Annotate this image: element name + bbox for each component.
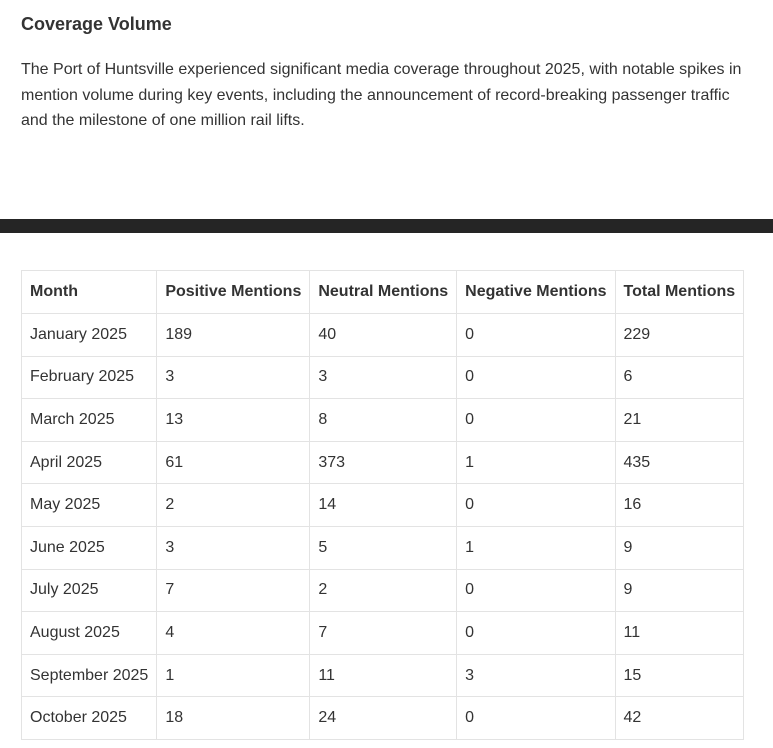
cell-total: 42 [615,697,744,740]
cell-neutral: 373 [310,441,457,484]
divider-bar [0,219,773,233]
cell-positive: 3 [157,356,310,399]
cell-positive: 2 [157,484,310,527]
cell-negative: 1 [457,526,615,569]
cell-neutral: 11 [310,654,457,697]
cell-neutral: 3 [310,356,457,399]
cell-month: April 2025 [22,441,157,484]
cell-positive: 4 [157,612,310,655]
cell-neutral: 7 [310,612,457,655]
table-row [22,399,744,442]
table-row [22,697,744,740]
section-title: Coverage Volume [21,14,172,34]
cell-positive: 189 [157,314,310,357]
cell-month: August 2025 [22,612,157,655]
cell-negative: 1 [457,441,615,484]
table-row [22,484,744,527]
cell-total: 9 [615,526,744,569]
cell-total: 435 [615,441,744,484]
table-header-row [22,271,744,314]
header-month: Month [22,271,157,314]
cell-month: September 2025 [22,654,157,697]
cell-negative: 0 [457,314,615,357]
cell-neutral: 24 [310,697,457,740]
cell-total: 11 [615,612,744,655]
cell-total: 21 [615,399,744,442]
cell-negative: 0 [457,399,615,442]
header-total-mentions: Total Mentions [615,271,744,314]
cell-negative: 3 [457,654,615,697]
cell-negative: 0 [457,612,615,655]
coverage-table-container [21,270,741,740]
cell-negative: 0 [457,484,615,527]
cell-total: 229 [615,314,744,357]
cell-neutral: 2 [310,569,457,612]
cell-neutral: 8 [310,399,457,442]
table-row [22,356,744,399]
cell-negative: 0 [457,356,615,399]
coverage-table [21,270,744,740]
cell-total: 6 [615,356,744,399]
cell-total: 16 [615,484,744,527]
cell-month: January 2025 [22,314,157,357]
cell-month: June 2025 [22,526,157,569]
header-negative-mentions: Negative Mentions [457,271,615,314]
table-row [22,314,744,357]
cell-month: May 2025 [22,484,157,527]
cell-total: 9 [615,569,744,612]
cell-positive: 18 [157,697,310,740]
cell-neutral: 5 [310,526,457,569]
table-row [22,526,744,569]
cell-month: October 2025 [22,697,157,740]
cell-positive: 3 [157,526,310,569]
cell-month: February 2025 [22,356,157,399]
cell-positive: 7 [157,569,310,612]
table-row [22,441,744,484]
cell-neutral: 14 [310,484,457,527]
cell-total: 15 [615,654,744,697]
table-row [22,654,744,697]
cell-neutral: 40 [310,314,457,357]
table-row [22,569,744,612]
header-positive-mentions: Positive Mentions [157,271,310,314]
intro-paragraph: The Port of Huntsville experienced significant media coverage throughout 2025, with notable spikes in mention volume during key events, including the announcement of record-breaking passenger traffic and the milestone of one million rail lifts. [21,61,742,129]
table-row [22,612,744,655]
cell-month: July 2025 [22,569,157,612]
cell-positive: 61 [157,441,310,484]
cell-positive: 1 [157,654,310,697]
cell-negative: 0 [457,697,615,740]
cell-month: March 2025 [22,399,157,442]
table-body [22,314,744,740]
header-neutral-mentions: Neutral Mentions [310,271,457,314]
table-header [22,271,744,314]
cell-positive: 13 [157,399,310,442]
cell-negative: 0 [457,569,615,612]
